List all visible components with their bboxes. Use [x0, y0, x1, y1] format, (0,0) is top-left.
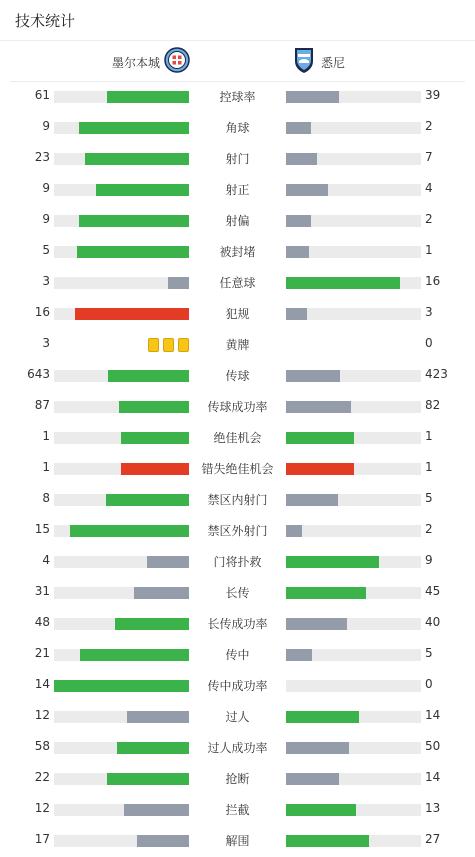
- home-bar-track: [54, 680, 189, 692]
- page-title: 技术统计: [15, 12, 76, 30]
- stat-row: [0, 454, 475, 485]
- home-value: 23: [34, 150, 50, 164]
- stat-label: 长传成功率: [207, 617, 268, 631]
- stat-label: 任意球: [219, 276, 256, 290]
- away-bar-track: [286, 184, 421, 196]
- stat-row: [0, 175, 475, 206]
- home-bar-fill: [137, 835, 189, 847]
- home-bar-fill: [79, 122, 189, 134]
- away-value: 0: [425, 677, 433, 691]
- home-bar-fill: [168, 277, 189, 289]
- away-bar-fill: [286, 308, 307, 320]
- home-value: 22: [34, 770, 50, 784]
- home-value: 58: [34, 739, 50, 753]
- away-value: 82: [425, 398, 441, 412]
- home-bar-fill: [107, 91, 189, 103]
- home-value: 15: [34, 522, 50, 536]
- home-bar-track: [54, 711, 189, 723]
- away-value: 9: [425, 553, 433, 567]
- home-value: 12: [34, 708, 50, 722]
- away-value: 13: [425, 801, 441, 815]
- stat-label: 传球成功率: [207, 400, 268, 414]
- home-value: 17: [34, 832, 50, 846]
- away-bar-track: [286, 680, 421, 692]
- home-bar-track: [54, 618, 189, 630]
- away-bar-fill: [286, 463, 354, 475]
- home-bar-fill: [54, 680, 189, 692]
- away-bar-track: [286, 153, 421, 165]
- away-bar-fill: [286, 215, 311, 227]
- stat-label: 解围: [225, 834, 250, 848]
- stat-label: 错失绝佳机会: [201, 462, 274, 476]
- away-bar-fill: [286, 432, 354, 444]
- away-bar-fill: [286, 277, 400, 289]
- away-bar-track: [286, 215, 421, 227]
- away-value: 3: [425, 305, 433, 319]
- away-bar-track: [286, 370, 421, 382]
- away-value: 2: [425, 522, 433, 536]
- home-bar-track: [54, 804, 189, 816]
- stat-label: 禁区内射门: [207, 493, 268, 507]
- home-bar-fill: [79, 215, 189, 227]
- away-value: 5: [425, 646, 433, 660]
- home-bar-track: [54, 153, 189, 165]
- away-value: 14: [425, 770, 441, 784]
- away-bar-track: [286, 742, 421, 754]
- home-bar-fill: [134, 587, 189, 599]
- home-bar-track: [54, 432, 189, 444]
- stat-row: [0, 82, 475, 113]
- home-bar-track: [54, 308, 189, 320]
- stat-row: [0, 361, 475, 392]
- away-value: 40: [425, 615, 441, 629]
- home-value: 1: [42, 429, 50, 443]
- home-value: 9: [42, 212, 50, 226]
- stat-label: 射偏: [225, 214, 250, 228]
- away-bar-track: [286, 122, 421, 134]
- home-value: 5: [42, 243, 50, 257]
- stat-row: [0, 330, 475, 361]
- away-bar-track: [286, 277, 421, 289]
- home-bar-fill: [96, 184, 189, 196]
- home-bar-fill: [107, 773, 189, 785]
- header-bar: [0, 0, 475, 41]
- away-value: 4: [425, 181, 433, 195]
- home-bar-track: [54, 91, 189, 103]
- home-bar-track: [54, 401, 189, 413]
- away-bar-fill: [286, 835, 369, 847]
- home-bar-fill: [77, 246, 189, 258]
- away-bar-track: [286, 587, 421, 599]
- away-bar-track: [286, 308, 421, 320]
- stat-row: [0, 764, 475, 795]
- home-bar-fill: [108, 370, 189, 382]
- home-value: 31: [34, 584, 50, 598]
- home-yellow-cards: [148, 338, 189, 352]
- home-team[interactable]: [112, 49, 190, 75]
- sydney-fc-logo-icon: [293, 46, 315, 78]
- home-bar-fill: [115, 618, 189, 630]
- yellow-card-icon: [148, 338, 159, 352]
- away-value: 1: [425, 460, 433, 474]
- stat-label: 长传: [225, 586, 250, 600]
- home-bar-track: [54, 525, 189, 537]
- home-bar-track: [54, 773, 189, 785]
- stat-label: 绝佳机会: [213, 431, 262, 445]
- home-bar-fill: [106, 494, 189, 506]
- away-value: 45: [425, 584, 441, 598]
- away-value: 1: [425, 429, 433, 443]
- stat-label: 黄牌: [225, 338, 250, 352]
- home-bar-track: [54, 587, 189, 599]
- stat-label: 禁区外射门: [207, 524, 268, 538]
- home-value: 21: [34, 646, 50, 660]
- away-value: 2: [425, 119, 433, 133]
- away-value: 16: [425, 274, 441, 288]
- home-bar-track: [54, 463, 189, 475]
- home-value: 14: [34, 677, 50, 691]
- stat-label: 过人成功率: [207, 741, 268, 755]
- team-header: [10, 41, 465, 82]
- away-value: 5: [425, 491, 433, 505]
- stat-label: 拦截: [225, 803, 250, 817]
- away-value: 14: [425, 708, 441, 722]
- stat-row: [0, 423, 475, 454]
- home-value: 61: [34, 88, 50, 102]
- melbourne-city-logo-icon: [164, 47, 190, 77]
- away-value: 0: [425, 336, 433, 350]
- stat-row: [0, 671, 475, 702]
- home-bar-track: [54, 556, 189, 568]
- away-bar-track: [286, 432, 421, 444]
- stat-row: [0, 702, 475, 733]
- away-bar-track: [286, 463, 421, 475]
- home-bar-track: [54, 184, 189, 196]
- away-bar-track: [286, 804, 421, 816]
- away-bar-fill: [286, 122, 311, 134]
- stat-row: [0, 392, 475, 423]
- home-team-name: 墨尔本城: [111, 55, 160, 70]
- stat-label: 被封堵: [219, 245, 256, 259]
- home-bar-fill: [147, 556, 189, 568]
- stat-label: 角球: [225, 121, 250, 135]
- away-value: 27: [425, 832, 441, 846]
- away-bar-fill: [286, 153, 317, 165]
- stat-label: 抢断: [225, 772, 250, 786]
- away-value: 423: [425, 367, 448, 381]
- away-bar-fill: [286, 711, 359, 723]
- yellow-card-icon: [178, 338, 189, 352]
- home-value: 1: [42, 460, 50, 474]
- stat-label: 传中: [225, 648, 250, 662]
- stat-row: [0, 640, 475, 671]
- home-bar-track: [54, 370, 189, 382]
- away-bar-fill: [286, 525, 302, 537]
- home-bar-fill: [80, 649, 189, 661]
- stat-row: [0, 826, 475, 857]
- stat-row: [0, 144, 475, 175]
- away-value: 39: [425, 88, 441, 102]
- stat-row: [0, 547, 475, 578]
- away-value: 7: [425, 150, 433, 164]
- away-bar-fill: [286, 649, 312, 661]
- home-bar-fill: [121, 432, 189, 444]
- away-bar-track: [286, 649, 421, 661]
- stat-label: 传球: [225, 369, 250, 383]
- home-value: 4: [42, 553, 50, 567]
- away-bar-track: [286, 618, 421, 630]
- away-team-name: 悉尼: [321, 55, 346, 70]
- home-value: 643: [27, 367, 50, 381]
- away-value: 2: [425, 212, 433, 226]
- stat-label: 控球率: [219, 90, 256, 104]
- stat-label: 传中成功率: [207, 679, 268, 693]
- stat-label: 过人: [225, 710, 250, 724]
- away-bar-fill: [286, 494, 338, 506]
- away-bar-track: [286, 773, 421, 785]
- stat-row: [0, 113, 475, 144]
- away-bar-fill: [286, 773, 339, 785]
- home-bar-fill: [119, 401, 189, 413]
- home-value: 8: [42, 491, 50, 505]
- stat-row: [0, 733, 475, 764]
- home-bar-track: [54, 649, 189, 661]
- stat-row: [0, 206, 475, 237]
- stat-row: [0, 516, 475, 547]
- home-value: 12: [34, 801, 50, 815]
- home-bar-fill: [75, 308, 189, 320]
- home-value: 3: [42, 336, 50, 350]
- away-bar-track: [286, 835, 421, 847]
- away-value: 50: [425, 739, 441, 753]
- away-bar-track: [286, 711, 421, 723]
- away-bar-track: [286, 525, 421, 537]
- home-bar-fill: [70, 525, 189, 537]
- away-bar-track: [286, 556, 421, 568]
- home-bar-fill: [117, 742, 189, 754]
- stat-row: [0, 237, 475, 268]
- home-value: 3: [42, 274, 50, 288]
- home-bar-fill: [127, 711, 189, 723]
- away-bar-fill: [286, 618, 347, 630]
- stat-label: 射门: [225, 152, 250, 166]
- away-bar-fill: [286, 370, 340, 382]
- yellow-card-icon: [163, 338, 174, 352]
- away-bar-fill: [286, 587, 366, 599]
- stat-row: [0, 795, 475, 826]
- away-bar-fill: [286, 556, 379, 568]
- home-bar-track: [54, 246, 189, 258]
- stat-row: [0, 268, 475, 299]
- stat-label: 犯规: [225, 307, 250, 321]
- home-bar-track: [54, 215, 189, 227]
- away-bar-fill: [286, 91, 339, 103]
- away-value: 1: [425, 243, 433, 257]
- away-bar-track: [286, 246, 421, 258]
- away-bar-fill: [286, 246, 309, 258]
- home-value: 9: [42, 119, 50, 133]
- stat-row: [0, 485, 475, 516]
- home-value: 9: [42, 181, 50, 195]
- home-bar-track: [54, 835, 189, 847]
- stats-list: [0, 82, 475, 857]
- stat-label: 门将扑救: [213, 555, 262, 569]
- stat-label: 射正: [225, 183, 250, 197]
- home-bar-fill: [121, 463, 189, 475]
- away-bar-track: [286, 401, 421, 413]
- home-bar-track: [54, 277, 189, 289]
- home-bar-track: [54, 494, 189, 506]
- home-bar-track: [54, 122, 189, 134]
- stat-row: [0, 578, 475, 609]
- home-value: 87: [34, 398, 50, 412]
- away-bar-fill: [286, 401, 351, 413]
- away-bar-fill: [286, 742, 349, 754]
- home-bar-fill: [124, 804, 189, 816]
- home-value: 48: [34, 615, 50, 629]
- home-bar-fill: [85, 153, 189, 165]
- stat-row: [0, 609, 475, 640]
- away-team[interactable]: [293, 48, 345, 76]
- home-bar-track: [54, 742, 189, 754]
- away-bar-track: [286, 494, 421, 506]
- away-bar-track: [286, 91, 421, 103]
- home-value: 16: [34, 305, 50, 319]
- away-bar-fill: [286, 184, 328, 196]
- away-bar-fill: [286, 804, 356, 816]
- stat-row: [0, 299, 475, 330]
